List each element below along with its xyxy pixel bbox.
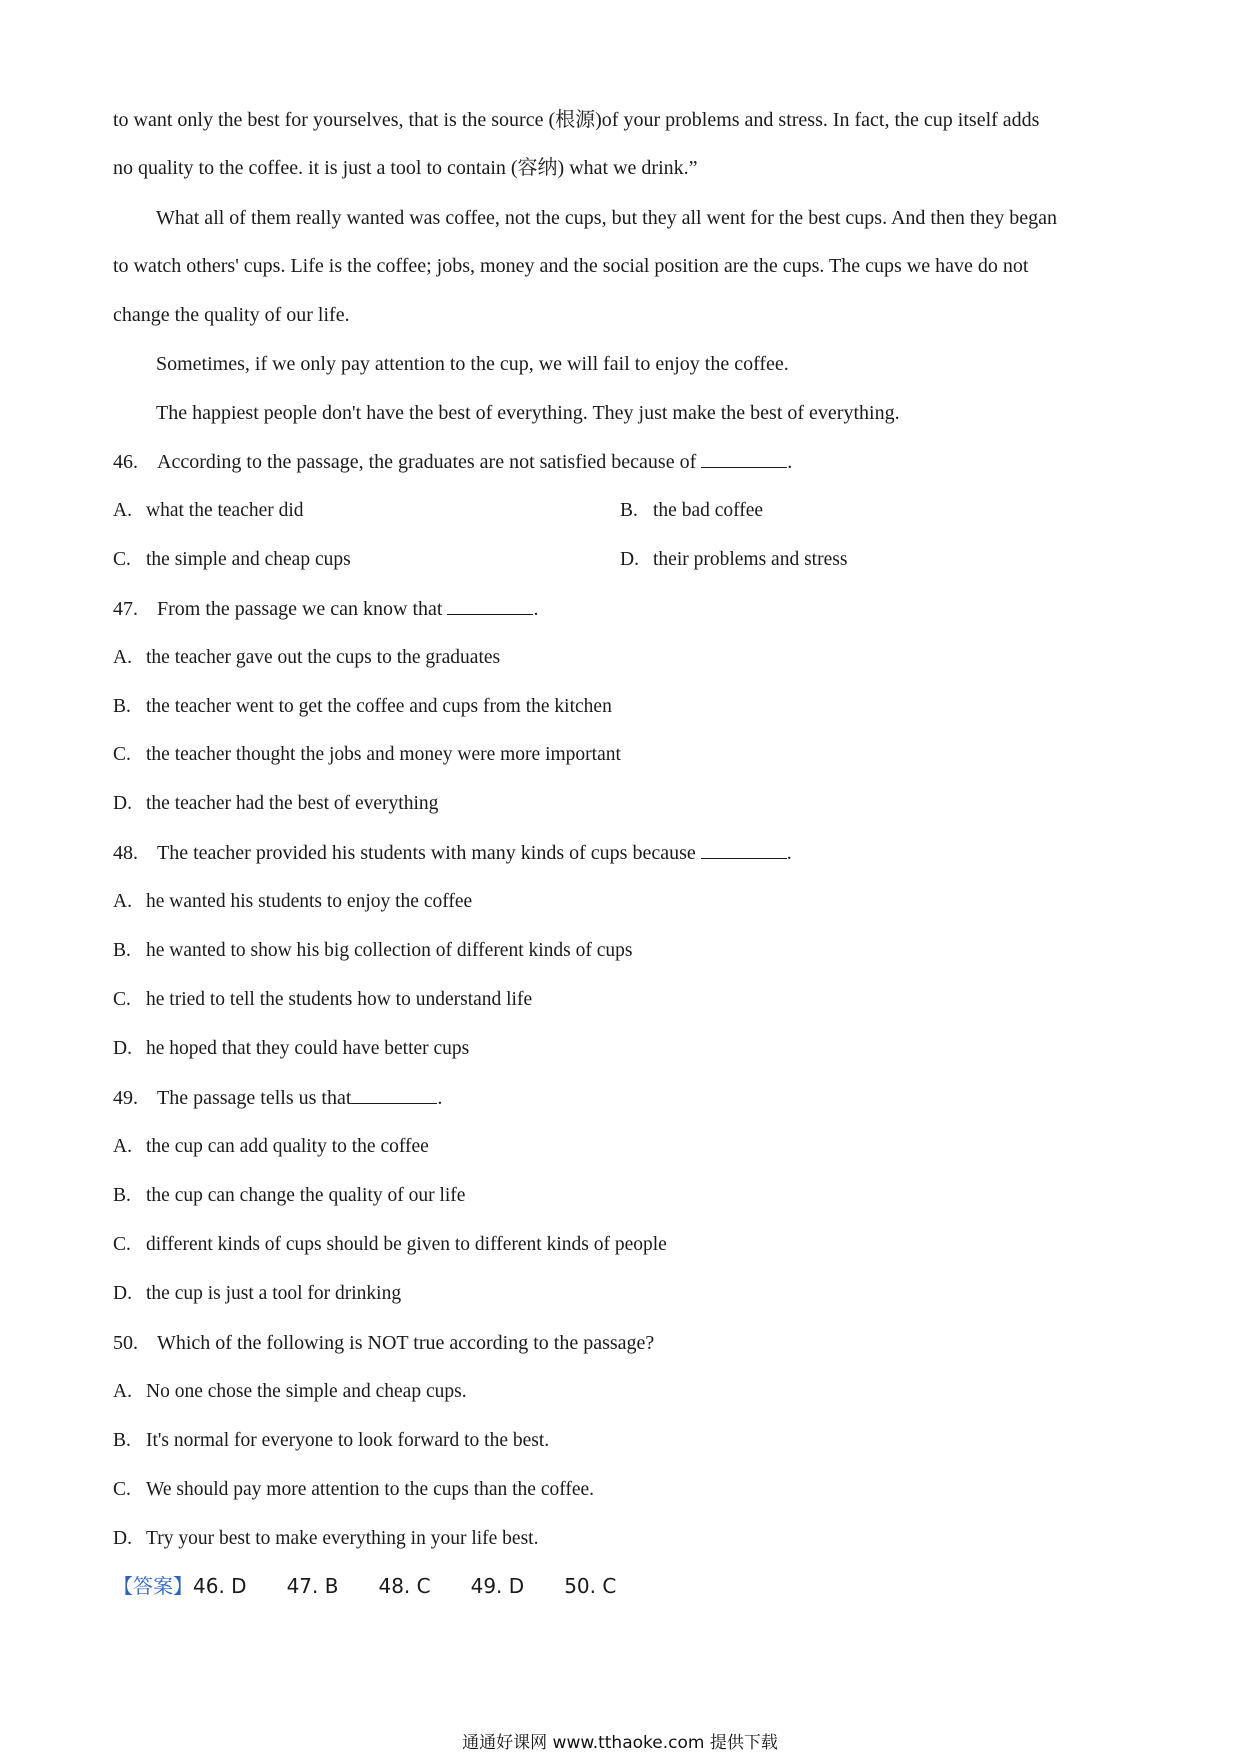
- option-label: A.: [113, 647, 132, 668]
- option-label: B.: [113, 696, 131, 717]
- option-label: B.: [620, 500, 638, 521]
- option-text: he wanted to show his big collection of different kinds of cups: [146, 940, 633, 961]
- option-text: different kinds of cups should be given to different kinds of people: [146, 1234, 667, 1255]
- option-label: C.: [113, 1479, 131, 1500]
- option-d[interactable]: [113, 1281, 401, 1307]
- answer-tag: 【答案】: [113, 1574, 193, 1598]
- option-text: the cup can change the quality of our life: [146, 1185, 466, 1206]
- option-c[interactable]: [113, 742, 621, 768]
- option-text: the teacher thought the jobs and money were more important: [146, 744, 621, 765]
- passage-line: The happiest people don't have the best of everything. They just make the best of everything.: [156, 402, 900, 424]
- passage-line: to watch others' cups. Life is the coffee; jobs, money and the social position are the cups. The cups we have do not: [113, 255, 1029, 277]
- option-label: B.: [113, 1185, 131, 1206]
- option-text: he hoped that they could have better cups: [146, 1038, 470, 1059]
- option-b[interactable]: [113, 694, 612, 720]
- option-label: C.: [113, 549, 131, 570]
- option-label: A.: [113, 500, 132, 521]
- answer-key: [113, 1570, 656, 1599]
- option-label: C.: [113, 1234, 131, 1255]
- option-b[interactable]: [113, 938, 633, 964]
- question-number: 49.: [113, 1087, 138, 1109]
- option-d[interactable]: [113, 791, 438, 817]
- answer-blank: [701, 449, 787, 468]
- question-50: [113, 1330, 654, 1356]
- option-a[interactable]: [113, 645, 500, 671]
- option-text: he tried to tell the students how to understand life: [146, 989, 533, 1010]
- option-text: the simple and cheap cups: [146, 549, 351, 570]
- option-label: D.: [113, 1283, 132, 1304]
- option-c[interactable]: [113, 1232, 667, 1258]
- option-label: D.: [113, 1038, 132, 1059]
- question-stem: From the passage we can know that: [157, 598, 443, 620]
- option-text: the cup is just a tool for drinking: [146, 1283, 402, 1304]
- option-text: the teacher had the best of everything: [146, 793, 439, 814]
- option-text: the teacher went to get the coffee and cups from the kitchen: [146, 696, 612, 717]
- question-47: [113, 596, 538, 622]
- question-end: .: [437, 1087, 443, 1109]
- option-c[interactable]: [113, 987, 532, 1013]
- question-end: .: [786, 842, 792, 864]
- passage-line: change the quality of our life.: [113, 304, 350, 326]
- question-stem: The passage tells us that: [157, 1087, 352, 1109]
- option-text: the teacher gave out the cups to the graduates: [146, 647, 501, 668]
- answer-blank: [701, 840, 787, 859]
- passage-line: no quality to the coffee. it is just a tool to contain (容纳) what we drink.”: [113, 157, 698, 179]
- passage-line: Sometimes, if we only pay attention to the cup, we will fail to enjoy the coffee.: [156, 353, 789, 375]
- question-48: [113, 840, 792, 866]
- option-text: the cup can add quality to the coffee: [146, 1136, 429, 1157]
- answer-item: 48. C: [378, 1574, 431, 1598]
- option-label: A.: [113, 1136, 132, 1157]
- question-46: [113, 449, 792, 475]
- option-label: D.: [113, 793, 132, 814]
- option-a[interactable]: [113, 1134, 429, 1160]
- option-text: he wanted his students to enjoy the coffee: [146, 891, 473, 912]
- option-a[interactable]: [113, 889, 472, 915]
- option-text: the bad coffee: [653, 500, 764, 521]
- option-a[interactable]: [113, 498, 304, 524]
- option-label: B.: [113, 940, 131, 961]
- option-text: It's normal for everyone to look forward to the best.: [146, 1430, 550, 1451]
- answer-item: 46. D: [193, 1574, 247, 1598]
- option-text: their problems and stress: [653, 549, 848, 570]
- option-d[interactable]: [620, 547, 847, 573]
- passage-line: What all of them really wanted was coffee, not the cups, but they all went for the best cups. And then they began: [156, 207, 1058, 229]
- question-end: .: [533, 598, 539, 620]
- option-label: C.: [113, 989, 131, 1010]
- question-stem: The teacher provided his students with many kinds of cups because: [157, 842, 696, 864]
- option-b[interactable]: [620, 498, 763, 524]
- option-d[interactable]: [113, 1526, 538, 1552]
- answer-blank: [351, 1085, 437, 1104]
- page-footer: 通通好课网 www.tthaoke.com 提供下载: [462, 1733, 778, 1753]
- option-c[interactable]: [113, 1477, 594, 1503]
- option-text: We should pay more attention to the cups than the coffee.: [146, 1479, 595, 1500]
- option-text: Try your best to make everything in your life best.: [146, 1528, 539, 1549]
- question-number: 46.: [113, 451, 138, 473]
- question-stem: Which of the following is NOT true according to the passage?: [157, 1332, 655, 1354]
- question-number: 48.: [113, 842, 138, 864]
- option-label: A.: [113, 1381, 132, 1402]
- option-label: C.: [113, 744, 131, 765]
- question-end: .: [787, 451, 793, 473]
- option-c[interactable]: [113, 547, 351, 573]
- option-b[interactable]: [113, 1183, 465, 1209]
- answer-item: 49. D: [470, 1574, 525, 1598]
- question-stem: According to the passage, the graduates are not satisfied because of: [157, 451, 697, 473]
- option-label: D.: [113, 1528, 132, 1549]
- question-number: 47.: [113, 598, 138, 620]
- option-label: A.: [113, 891, 132, 912]
- option-a[interactable]: [113, 1379, 467, 1405]
- option-text: what the teacher did: [146, 500, 304, 521]
- answer-item: 50. C: [564, 1574, 617, 1598]
- passage-line: to want only the best for yourselves, that is the source (根源)of your problems and stress. In fact, the cup itself adds: [113, 109, 1040, 131]
- option-label: D.: [620, 549, 639, 570]
- answer-item: 47. B: [286, 1574, 339, 1598]
- option-d[interactable]: [113, 1036, 469, 1062]
- answer-blank: [447, 596, 533, 615]
- option-label: B.: [113, 1430, 131, 1451]
- question-number: 50.: [113, 1332, 138, 1354]
- option-b[interactable]: [113, 1428, 549, 1454]
- question-49: [113, 1085, 442, 1111]
- option-text: No one chose the simple and cheap cups.: [146, 1381, 467, 1402]
